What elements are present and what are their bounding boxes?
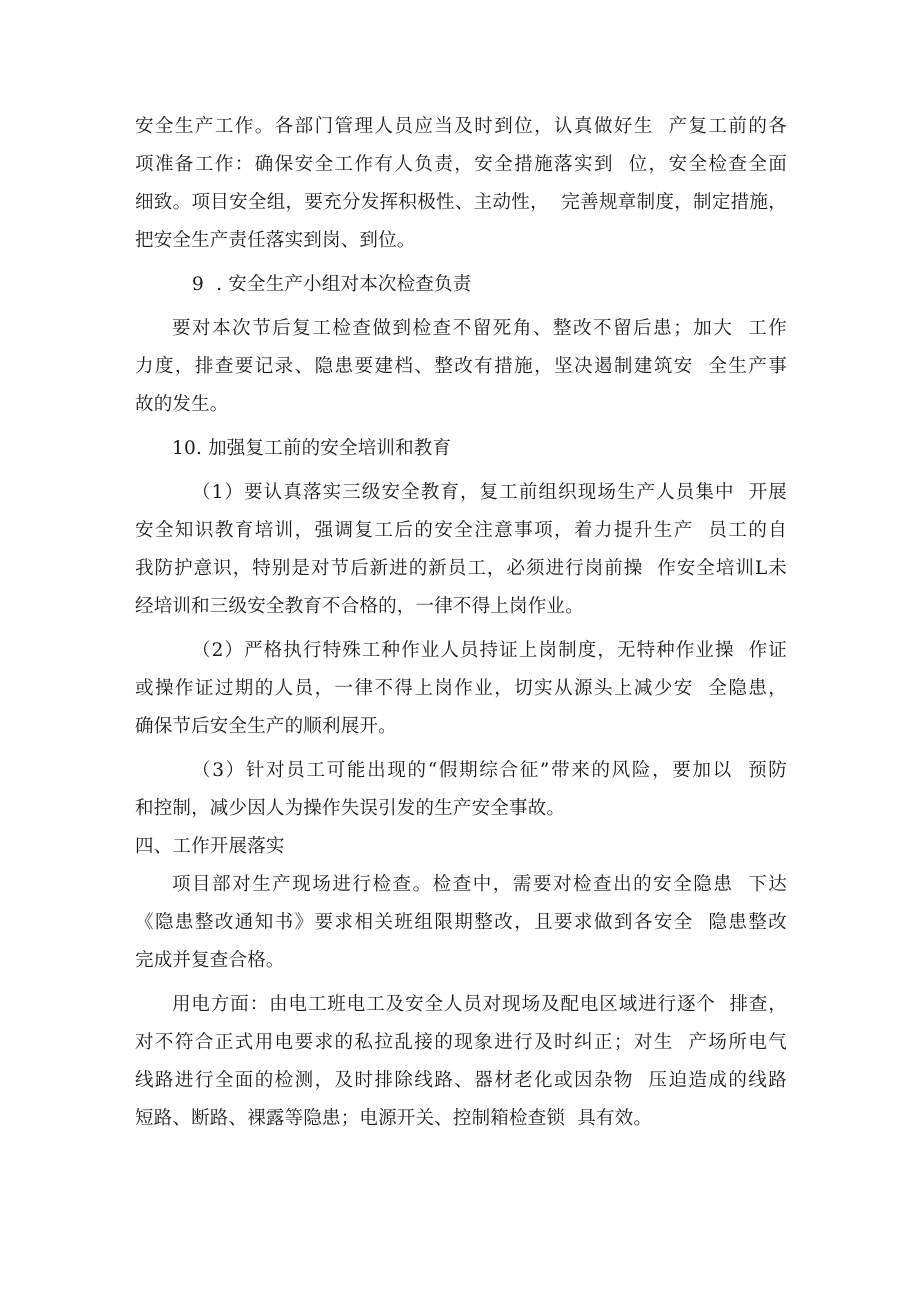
text-line: 用电方面：由电工班电工及安全人员对现场及配电区域进行逐个 排查， (172, 994, 787, 1015)
heading-text: 四、工作开展落实 (135, 836, 285, 857)
paragraph-electricity (135, 986, 787, 1138)
text-line: 或操作证过期的人员，一律不得上岗作业，切实从源头上减少安 全隐患， (135, 678, 787, 699)
text-line: 完成并复查合格。 (135, 950, 285, 971)
text-line: 细致。项目安全组，要充分发挥积极性、主动性， 完善规章制度，制定措施， (135, 192, 787, 213)
text-line: 力度，排查要记录、隐患要建档、整改有措施，坚决遏制建筑安 全生产事 (135, 356, 787, 377)
text-line: 我防护意识，特别是对节后新进的新员工，必须进行岗前操 作安全培训L未 (135, 558, 787, 579)
text-line: 经培训和三级安全教育不合格的，一律不得上岗作业。 (135, 596, 584, 617)
list-item-3 (135, 752, 787, 828)
section-heading-10 (135, 430, 787, 468)
heading-text: 9 . 安全生产小组对本次检查负责 (192, 274, 472, 295)
list-item-2 (135, 632, 787, 746)
text-line: 线路进行全面的检测，及时排除线路、器材老化或因杂物 压迫造成的线路 (135, 1070, 787, 1091)
paragraph-project-inspection (135, 866, 787, 980)
text-line: 安全生产工作。各部门管理人员应当及时到位，认真做好生 产复工前的各 (135, 116, 787, 137)
text-line: （1）要认真落实三级安全教育，复工前组织现场生产人员集中 开展 (192, 482, 787, 503)
text-line: 短路、断路、裸露等隐患；电源开关、控制箱检查锁 具有效。 (135, 1108, 653, 1129)
text-line: 安全知识教育培训，强调复工后的安全注意事项，着力提升生产 员工的自 (135, 520, 787, 541)
document-page (135, 108, 787, 1138)
paragraph-inspection (135, 310, 787, 424)
text-line: 项目部对生产现场进行检查。检查中，需要对检查出的安全隐患 下达 (172, 874, 787, 895)
section-heading-4 (135, 828, 787, 866)
text-line: 要对本次节后复工检查做到检查不留死角、整改不留后患；加大 工作 (172, 318, 787, 339)
text-line: （3）针对员工可能出现的“假期综合征”带来的风险，要加以 预防 (192, 760, 787, 781)
paragraph-safety-work (135, 108, 787, 260)
text-line: 确保节后安全生产的顺利展开。 (135, 716, 397, 737)
text-line: 故的发生。 (135, 394, 229, 415)
text-line: 对不符合正式用电要求的私拉乱接的现象进行及时纠正；对生 产场所电气 (135, 1032, 787, 1053)
list-item-1 (135, 474, 787, 626)
text-line: 《隐患整改通知书》要求相关班组限期整改，且要求做到各安全 隐患整改 (135, 912, 787, 933)
text-line: 和控制，减少因人为操作失误引发的生产安全事故。 (135, 798, 566, 819)
text-line: （2）严格执行特殊工种作业人员持证上岗制度，无特种作业操 作证 (192, 640, 787, 661)
heading-text: 10. 加强复工前的安全培训和教育 (172, 438, 452, 459)
section-heading-9 (135, 266, 787, 304)
text-line: 把安全生产责任落实到岗、到位。 (135, 230, 416, 251)
text-line: 项准备工作：确保安全工作有人负责，安全措施落实到 位，安全检查全面 (135, 154, 787, 175)
